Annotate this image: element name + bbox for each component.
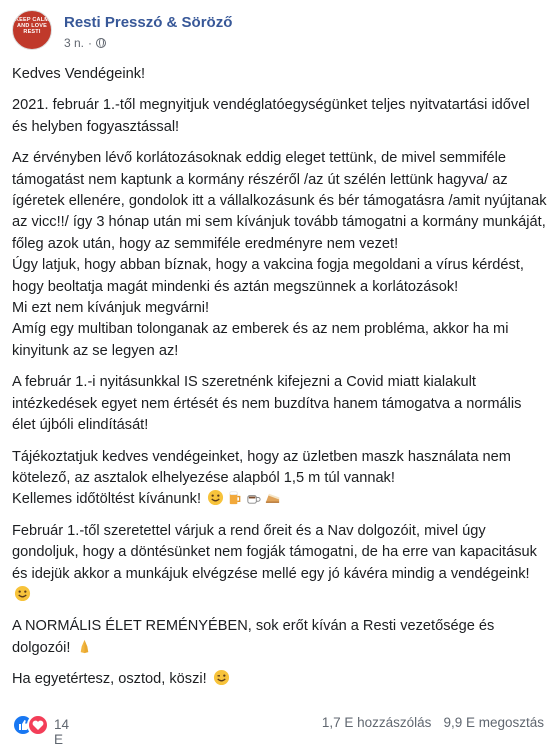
folded-hands-icon bbox=[76, 638, 93, 655]
wink-icon bbox=[213, 669, 230, 686]
post-line: A NORMÁLIS ÉLET REMÉNYÉBEN, sok erőt kíván a Resti vezetősége és dolgozói! bbox=[12, 618, 495, 656]
post-paragraph bbox=[12, 372, 548, 436]
post-line: 2021. február 1.-től megnyitjuk vendéglatóegységünket teljes nyitvatartási idővel és helyben fogyasztással! bbox=[12, 97, 530, 135]
post-line: Az érvényben lévő korlátozásoknak eddig eleget tettünk, de mivel semmiféle támogatást nem kaptunk a kormány részéről /az út szélén lettünk hagyva/ az ígéretek ellenére, gondolok itt a vállalkozásunk és bér támogatásra /amit nyújtanak az vicc!!/ így 3 hónap után mi sem kívánjuk tovább támogatni a kormány munkáját, főleg azok után, hogy az semmiféle eredményre nem vezet! bbox=[12, 150, 547, 252]
meta-separator: · bbox=[88, 36, 93, 50]
globe-icon[interactable] bbox=[96, 38, 106, 48]
post-line: Amíg egy multiban tolonganak az emberek és az nem probléma, akkor ha mi kinyitunk az se legyen az! bbox=[12, 321, 509, 359]
post-header bbox=[12, 10, 548, 56]
post-line: Kellemes időtöltést kívánunk! bbox=[12, 491, 202, 508]
reaction-count[interactable]: 14 E bbox=[54, 717, 70, 747]
post-line: Kedves Vendégeink! bbox=[12, 66, 146, 82]
post-paragraph bbox=[12, 616, 548, 659]
post-footer bbox=[12, 712, 548, 747]
share-count[interactable]: 9,9 E megosztás bbox=[443, 715, 544, 730]
post-time[interactable]: 3 n. bbox=[64, 36, 85, 50]
page-avatar[interactable] bbox=[12, 10, 52, 50]
smiley-icon bbox=[207, 489, 224, 506]
post-meta bbox=[64, 36, 106, 50]
love-reaction-icon bbox=[27, 714, 49, 736]
post-line: Február 1.-től szeretettel várjuk a rend őreit és a Nav dolgozóit, mivel úgy gondoljuk, hogy a döntésünket nem fogják támogatni, de ha erre van kapacitásuk és idejük akkor a munkájuk elvégzése mellé egy jó kávéra mindig a vendégeink! bbox=[12, 522, 537, 582]
post-paragraph bbox=[12, 521, 548, 607]
engagement-counts bbox=[310, 715, 544, 730]
post-line: Mi ezt nem kívánjuk megvárni! bbox=[12, 300, 210, 317]
post-body bbox=[12, 64, 548, 701]
coffee-icon bbox=[245, 489, 262, 506]
post-paragraph bbox=[12, 95, 548, 138]
beer-icon bbox=[226, 489, 243, 506]
post-paragraph bbox=[12, 447, 548, 511]
post-paragraph bbox=[12, 64, 548, 85]
post-line: A február 1.-i nyitásunkkal IS szeretnénk kifejezni a Covid miatt kialakult intézkedések egyet nem értését és nem buzdítva hanem támogatva a normális élet újbóli elindítását! bbox=[12, 374, 522, 434]
post-paragraph bbox=[12, 148, 548, 362]
comment-count[interactable]: 1,7 E hozzászólás bbox=[321, 715, 432, 730]
cake-icon bbox=[264, 489, 281, 506]
smiley-icon bbox=[14, 585, 31, 602]
page-name-link[interactable]: Resti Presszó & Söröző bbox=[64, 14, 233, 31]
post-line: Úgy latjuk, hogy abban bíznak, hogy a vakcina fogja megoldani a vírus kérdést, hogy beoltatja magát mindenki és aztán megszünnek a korlátozások! bbox=[12, 257, 524, 295]
avatar-logo-text: KEEP CALM AND LOVE RESTI bbox=[14, 17, 50, 35]
post-line: Ha egyetértesz, osztod, köszi! bbox=[12, 671, 207, 688]
post-paragraph bbox=[12, 669, 548, 690]
post-line: Tájékoztatjuk kedves vendégeinket, hogy az üzletben maszk használata nem kötelező, az asztalok elhelyezése alapból 1,5 m túl vannak! bbox=[12, 448, 511, 486]
